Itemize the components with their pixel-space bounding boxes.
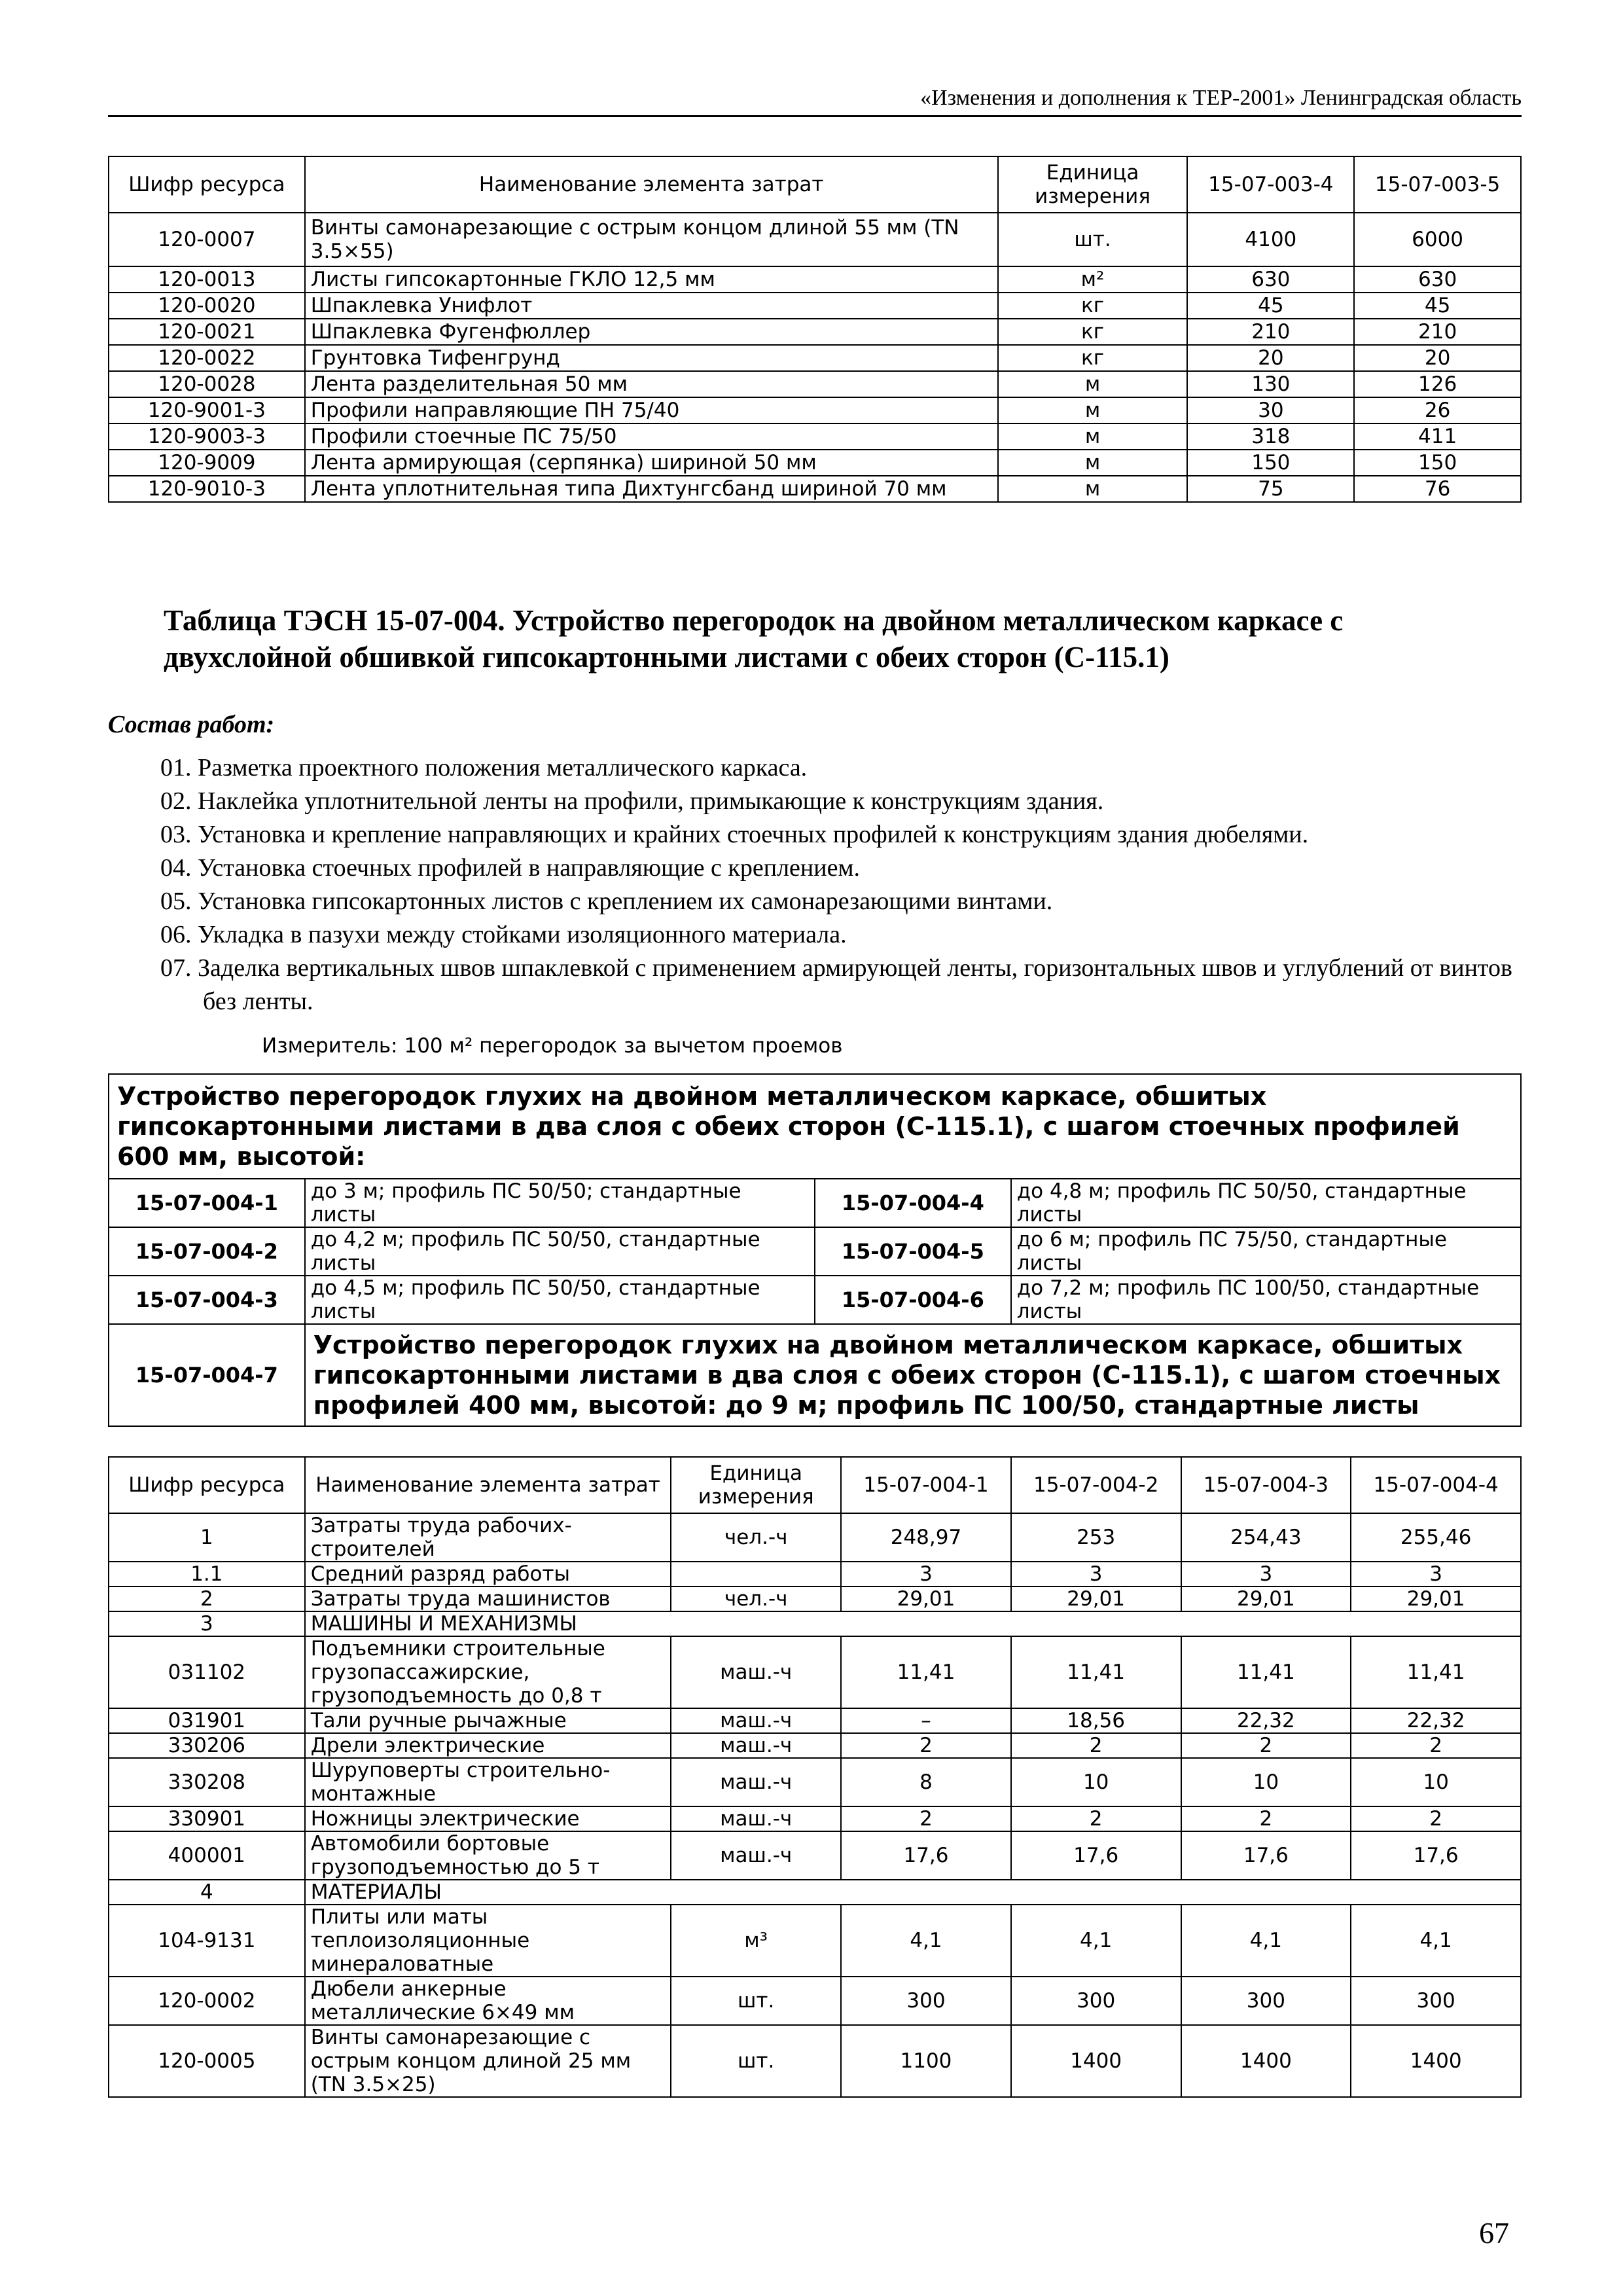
resource-name: Плиты или маты теплоизоляционные минераловатные [305,1905,671,1977]
cell-value: м [998,371,1188,397]
table-row [109,1977,1521,2025]
cell-value: м [998,450,1188,476]
cell-value: 630 [1354,266,1521,293]
cell-value: кг [998,345,1188,371]
column-header: 15-07-004-4 [1351,1457,1521,1513]
cell-value: 2 [1351,1733,1521,1758]
resource-name: Затраты труда машинистов [305,1587,671,1611]
cell-value: 253 [1011,1513,1181,1562]
cell-value: 1400 [1351,2025,1521,2097]
table-row [109,1513,1521,1562]
section-label: МАШИНЫ И МЕХАНИЗМЫ [305,1611,1521,1636]
table-row [109,1758,1521,1806]
resource-name: Листы гипсокартонные ГКЛО 12,5 мм [305,266,998,293]
table-row [109,1587,1521,1611]
resource-code: 1 [109,1513,305,1562]
table-row [109,1905,1521,1977]
cell-value: 300 [1181,1977,1351,2025]
resource-code: 120-0021 [109,319,305,345]
cell-value: 248,97 [841,1513,1011,1562]
norm-description: Устройство перегородок глухих на двойном металлическом каркасе, обшитых гипсокартонными листами в два слоя с обеих сторон (С-115.1), с шагом стоечных профилей 400 мм, высотой: до 9 м; профиль ПС 100/50, стандартные листы [305,1324,1521,1426]
cell-value: 150 [1354,450,1521,476]
cell-value: 17,6 [1181,1831,1351,1880]
cell-value: 300 [1011,1977,1181,2025]
cell-value: 45 [1354,293,1521,319]
cell-value: 150 [1187,450,1354,476]
cell-value: 4,1 [1181,1905,1351,1977]
cell-value: 1400 [1011,2025,1181,2097]
norm-code: 15-07-004-5 [815,1227,1011,1276]
work-item: 06. Укладка в пазухи между стойками изоляционного материала. [160,921,847,948]
resource-name: Винты самонарезающие с острым концом длиной 55 мм (TN 3.5×55) [305,213,998,266]
cell-value: 2 [1351,1806,1521,1831]
table-row [109,1562,1521,1587]
cell-value: маш.-ч [671,1758,841,1806]
resource-code: 120-0005 [109,2025,305,2097]
resource-code: 330208 [109,1758,305,1806]
table-row [109,1806,1521,1831]
table-row [109,1733,1521,1758]
cell-value: 2 [1011,1733,1181,1758]
cell-value: маш.-ч [671,1636,841,1708]
resource-code: 4 [109,1880,305,1905]
resource-name: Дюбели анкерные металлические 6×49 мм [305,1977,671,2025]
cell-value: 17,6 [1011,1831,1181,1880]
cell-value: 22,32 [1181,1708,1351,1733]
column-header: 15-07-004-3 [1181,1457,1351,1513]
norm-group-heading: Устройство перегородок глухих на двойном металлическом каркасе, обшитых гипсокартонными листами в два слоя с обеих сторон (С-115.1), с шагом стоечных профилей 600 мм, высотой: [109,1074,1521,1179]
cell-value: 2 [1181,1806,1351,1831]
cell-value: кг [998,293,1188,319]
resource-name: Автомобили бортовые грузоподъемностью до 5 т [305,1831,671,1880]
work-item: 03. Установка и крепление направляющих и крайних стоечных профилей к конструкциям здания дюбелями. [160,821,1309,848]
cell-value: 318 [1187,423,1354,450]
cell-value: 2 [1181,1733,1351,1758]
work-item: 05. Установка гипсокартонных листов с креплением их самонарезающими винтами. [160,888,1053,915]
cell-value: 126 [1354,371,1521,397]
resource-code: 120-0020 [109,293,305,319]
resource-code: 2 [109,1587,305,1611]
cell-value: 4,1 [1011,1905,1181,1977]
cell-value: м³ [671,1905,841,1977]
column-header: 15-07-003-5 [1354,156,1521,213]
table-row [109,345,1521,371]
table-row [109,1831,1521,1880]
cell-value: м [998,397,1188,423]
cell-value: м [998,476,1188,502]
resource-code: 031102 [109,1636,305,1708]
norm-code: 15-07-004-4 [815,1179,1011,1227]
table-row [109,319,1521,345]
cell-value: 22,32 [1351,1708,1521,1733]
cell-value: 29,01 [1011,1587,1181,1611]
resource-name: Тали ручные рычажные [305,1708,671,1733]
cell-value: 3 [1181,1562,1351,1587]
cell-value: кг [998,319,1188,345]
cell-value: 10 [1351,1758,1521,1806]
cell-value: 4,1 [841,1905,1011,1977]
work-item: 04. Установка стоечных профилей в направляющие с креплением. [160,854,860,882]
section-label: МАТЕРИАЛЫ [305,1880,1521,1905]
resource-name: Дрели электрические [305,1733,671,1758]
cell-value: 3 [1351,1562,1521,1587]
cell-value: 8 [841,1758,1011,1806]
cell-value: – [841,1708,1011,1733]
column-header: Наименование элемента затрат [305,1457,671,1513]
table-row [109,1074,1521,1179]
cell-value: 2 [1011,1806,1181,1831]
cell-value: 130 [1187,371,1354,397]
resource-code: 120-9001-3 [109,397,305,423]
cell-value: 11,41 [1351,1636,1521,1708]
cell-value: 3 [841,1562,1011,1587]
resource-table-004 [108,1456,1522,2098]
cell-value: 20 [1354,345,1521,371]
section-title: Таблица ТЭСН 15-07-004. Устройство перегородок на двойном металлическом каркасе с двухслойной обшивкой гипсокартонными листами с обеих сторон (С-115.1) [164,604,1344,673]
column-header: Шифр ресурса [109,1457,305,1513]
table-row [109,423,1521,450]
norm-code: 15-07-004-2 [109,1227,305,1276]
cell-value: маш.-ч [671,1831,841,1880]
column-header: Единица измерения [998,156,1188,213]
cell-value: 1100 [841,2025,1011,2097]
cell-value [671,1562,841,1587]
table-row [109,371,1521,397]
norm-description: до 6 м; профиль ПС 75/50, стандартные листы [1011,1227,1521,1276]
resource-code: 400001 [109,1831,305,1880]
column-header: Единица измерения [671,1457,841,1513]
column-header: Шифр ресурса [109,156,305,213]
cell-value: 1400 [1181,2025,1351,2097]
table-row [109,213,1521,266]
cell-value: 29,01 [1351,1587,1521,1611]
page-number: 67 [1479,2216,1509,2250]
cell-value: 300 [1351,1977,1521,2025]
table-header-row [109,156,1521,213]
table-row [109,1611,1521,1636]
cell-value: 45 [1187,293,1354,319]
resource-name: Профили направляющие ПН 75/40 [305,397,998,423]
resource-name: Лента разделительная 50 мм [305,371,998,397]
table-row [109,1227,1521,1276]
cell-value: маш.-ч [671,1708,841,1733]
resource-code: 330206 [109,1733,305,1758]
table-row [109,1276,1521,1324]
cell-value: чел.-ч [671,1513,841,1562]
table-row [109,1179,1521,1227]
resource-code: 104-9131 [109,1905,305,1977]
cell-value: 4,1 [1351,1905,1521,1977]
table-row [109,476,1521,502]
table-header-row [109,1457,1521,1513]
works-list [160,751,1522,1018]
resource-code: 120-0013 [109,266,305,293]
resource-code: 330901 [109,1806,305,1831]
cell-value: 30 [1187,397,1354,423]
resource-code: 120-0022 [109,345,305,371]
resource-code: 120-0002 [109,1977,305,2025]
cell-value: маш.-ч [671,1806,841,1831]
cell-value: 26 [1354,397,1521,423]
cell-value: 630 [1187,266,1354,293]
meter-note: Измеритель: 100 м² перегородок за вычетом проемов [262,1034,843,1058]
norm-code: 15-07-004-7 [109,1324,305,1426]
resource-table-003 [108,156,1522,503]
resource-name: Шпаклевка Унифлот [305,293,998,319]
resource-code: 120-0007 [109,213,305,266]
cell-value: 29,01 [1181,1587,1351,1611]
resource-name: Лента армирующая (серпянка) шириной 50 мм [305,450,998,476]
cell-value: м [998,423,1188,450]
cell-value: 2 [841,1733,1011,1758]
cell-value: 20 [1187,345,1354,371]
cell-value: 18,56 [1011,1708,1181,1733]
cell-value: 11,41 [1011,1636,1181,1708]
table-row [109,1880,1521,1905]
cell-value: 3 [1011,1562,1181,1587]
cell-value: 255,46 [1351,1513,1521,1562]
running-header: «Изменения и дополнения к ТЕР-2001» Ленинградская область [920,86,1522,110]
cell-value: 2 [841,1806,1011,1831]
norm-code: 15-07-004-3 [109,1276,305,1324]
resource-code: 3 [109,1611,305,1636]
resource-code: 120-9003-3 [109,423,305,450]
resource-name: Винты самонарезающие с острым концом длиной 25 мм (TN 3.5×25) [305,2025,671,2097]
cell-value: чел.-ч [671,1587,841,1611]
table-row [109,2025,1521,2097]
norm-codes-table [108,1073,1522,1427]
cell-value: 4100 [1187,213,1354,266]
resource-name: Шуруповерты строительно-монтажные [305,1758,671,1806]
cell-value: 11,41 [1181,1636,1351,1708]
norm-description: до 4,2 м; профиль ПС 50/50, стандартные листы [305,1227,815,1276]
resource-name: Затраты труда рабочих-строителей [305,1513,671,1562]
cell-value: шт. [671,1977,841,2025]
norm-description: до 3 м; профиль ПС 50/50; стандартные листы [305,1179,815,1227]
column-header: 15-07-003-4 [1187,156,1354,213]
resource-name: Ножницы электрические [305,1806,671,1831]
cell-value: 300 [841,1977,1011,2025]
cell-value: 10 [1181,1758,1351,1806]
table-row [109,293,1521,319]
norm-description: до 4,5 м; профиль ПС 50/50, стандартные листы [305,1276,815,1324]
cell-value: 17,6 [1351,1831,1521,1880]
cell-value: м² [998,266,1188,293]
cell-value: 6000 [1354,213,1521,266]
resource-name: Грунтовка Тифенгрунд [305,345,998,371]
table-row [109,266,1521,293]
cell-value: 210 [1187,319,1354,345]
table-row [109,1636,1521,1708]
norm-description: до 7,2 м; профиль ПС 100/50, стандартные листы [1011,1276,1521,1324]
cell-value: 75 [1187,476,1354,502]
cell-value: 10 [1011,1758,1181,1806]
norm-code: 15-07-004-6 [815,1276,1011,1324]
resource-code: 120-9009 [109,450,305,476]
cell-value: 254,43 [1181,1513,1351,1562]
work-item: 02. Наклейка уплотнительной ленты на профили, примыкающие к конструкциям здания. [160,787,1104,815]
resource-name: Средний разряд работы [305,1562,671,1587]
table-row [109,1708,1521,1733]
resource-name: Лента уплотнительная типа Дихтунгсбанд шириной 70 мм [305,476,998,502]
resource-code: 031901 [109,1708,305,1733]
norm-description: до 4,8 м; профиль ПС 50/50, стандартные листы [1011,1179,1521,1227]
resource-code: 1.1 [109,1562,305,1587]
resource-name: Шпаклевка Фугенфюллер [305,319,998,345]
cell-value: маш.-ч [671,1733,841,1758]
work-item: 01. Разметка проектного положения металлического каркаса. [160,754,808,781]
resource-code: 120-9010-3 [109,476,305,502]
cell-value: 76 [1354,476,1521,502]
cell-value: шт. [998,213,1188,266]
cell-value: 411 [1354,423,1521,450]
cell-value: шт. [671,2025,841,2097]
work-item: 07. Заделка вертикальных швов шпаклевкой с применением армирующей ленты, горизонтальных швов и углублений от винтов без ленты. [160,954,1512,1015]
works-title: Состав работ: [108,711,275,738]
resource-name: Профили стоечные ПС 75/50 [305,423,998,450]
cell-value: 11,41 [841,1636,1011,1708]
cell-value: 29,01 [841,1587,1011,1611]
table-row [109,397,1521,423]
table-row [109,1324,1521,1426]
column-header: 15-07-004-2 [1011,1457,1181,1513]
norm-code: 15-07-004-1 [109,1179,305,1227]
column-header: Наименование элемента затрат [305,156,998,213]
cell-value: 17,6 [841,1831,1011,1880]
column-header: 15-07-004-1 [841,1457,1011,1513]
resource-code: 120-0028 [109,371,305,397]
header-rule [108,115,1522,117]
table-row [109,450,1521,476]
cell-value: 210 [1354,319,1521,345]
resource-name: Подъемники строительные грузопассажирские, грузоподъемность до 0,8 т [305,1636,671,1708]
